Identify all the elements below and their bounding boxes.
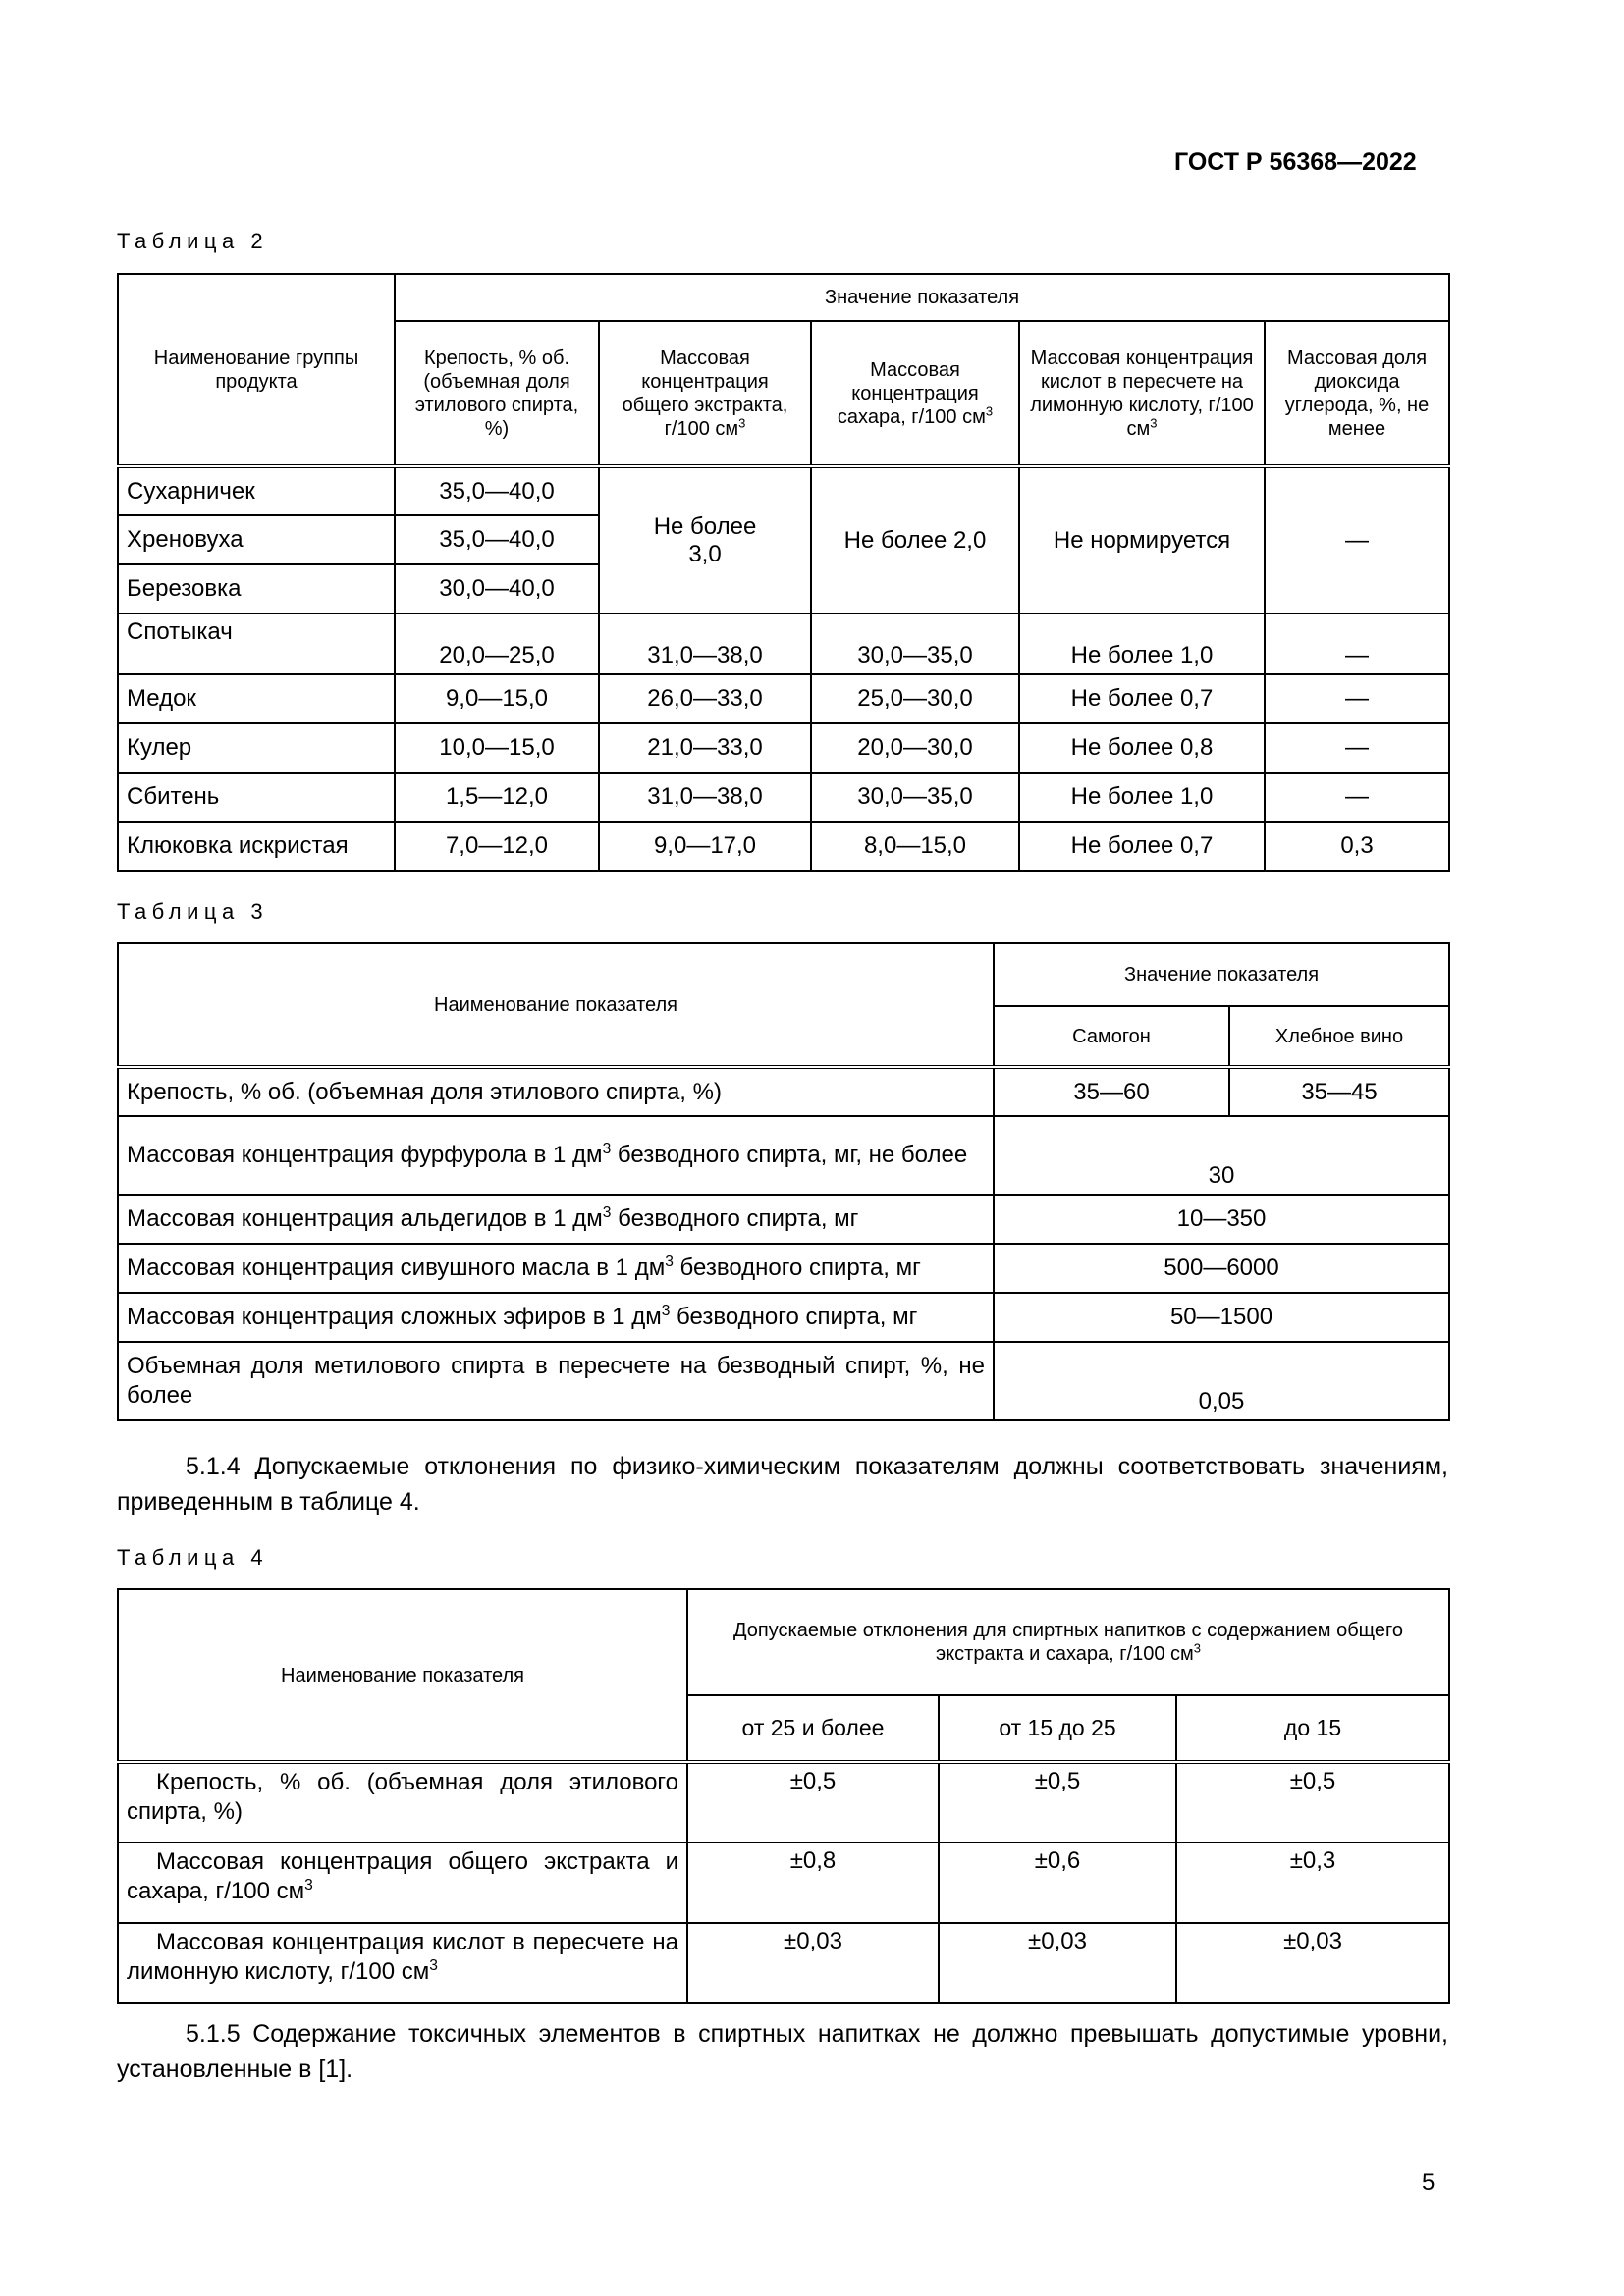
row-value: 10—350 bbox=[994, 1195, 1449, 1244]
merged-extract: Не более 3,0 bbox=[599, 466, 811, 614]
table2-caption: Таблица 2 bbox=[117, 229, 269, 253]
row-name: Крепость, % об. (объемная доля этилового спирта, %) bbox=[118, 1762, 687, 1842]
table-row bbox=[118, 1195, 1449, 1244]
table-row bbox=[118, 1244, 1449, 1293]
row-extract: 31,0—38,0 bbox=[599, 773, 811, 822]
row-value: 500—6000 bbox=[994, 1244, 1449, 1293]
row-value: ±0,8 bbox=[687, 1842, 939, 1923]
row-value: 50—1500 bbox=[994, 1293, 1449, 1342]
table3-caption: Таблица 3 bbox=[117, 899, 269, 924]
row-sugar: 8,0—15,0 bbox=[811, 822, 1019, 871]
table3-value-header: Значение показателя bbox=[994, 943, 1449, 1006]
row-strength: 9,0—15,0 bbox=[395, 674, 599, 723]
row-name: Хреновуха bbox=[118, 515, 395, 564]
table-row bbox=[118, 1116, 1449, 1195]
row-acids: Не более 0,7 bbox=[1019, 822, 1265, 871]
table-row bbox=[118, 1923, 1449, 2003]
table-row bbox=[118, 1293, 1449, 1342]
row-value: ±0,03 bbox=[939, 1923, 1176, 2003]
table-row bbox=[118, 1067, 1449, 1116]
merged-co2: — bbox=[1265, 466, 1449, 614]
row-extract: 9,0—17,0 bbox=[599, 822, 811, 871]
table2-col-extract: Массовая концентрация общего экстракта, г/100 $см^3$ bbox=[599, 321, 811, 466]
table2-col-strength: Крепость, % об. (объемная доля этилового спирта, %) bbox=[395, 321, 599, 466]
row-name: Массовая концентрация сложных эфиров в 1 $дм^3$ безводного спирта, мг bbox=[118, 1293, 994, 1342]
row-sugar: 30,0—35,0 bbox=[811, 773, 1019, 822]
table-row bbox=[118, 1842, 1449, 1923]
table2-col-acids: Массовая концентрация кислот в пересчете на лимонную кислоту, г/100 $см^3$ bbox=[1019, 321, 1265, 466]
merged-sugar: Не более 2,0 bbox=[811, 466, 1019, 614]
table2-col-sugar: Массовая концентрация сахара, г/100 $см^3$ bbox=[811, 321, 1019, 466]
table-row bbox=[118, 674, 1449, 723]
table4-col-15-25: от 15 до 25 bbox=[939, 1695, 1176, 1762]
row-name: Объемная доля метилового спирта в пересчете на безводный спирт, %, не более bbox=[118, 1342, 994, 1420]
row-acids: Не более 1,0 bbox=[1019, 773, 1265, 822]
row-name: Клюковка искристая bbox=[118, 822, 395, 871]
paragraph-5-1-5: 5.1.5 Содержание токсичных элементов в спиртных напитках не должно превышать допустимые уровни, установленные в [1]. bbox=[117, 2020, 1448, 2083]
table-row bbox=[118, 822, 1449, 871]
table4 bbox=[117, 1588, 1450, 2004]
row-co2: 0,3 bbox=[1265, 822, 1449, 871]
row-co2: — bbox=[1265, 773, 1449, 822]
table4-col-25-plus: от 25 и более bbox=[687, 1695, 939, 1762]
row-value: ±0,5 bbox=[1176, 1762, 1449, 1842]
table-row bbox=[118, 1762, 1449, 1842]
row-name: Массовая концентрация кислот в пересчете на лимонную кислоту, г/100 $см^3$ bbox=[118, 1923, 687, 2003]
row-value: 30 bbox=[994, 1116, 1449, 1195]
row-name: Крепость, % об. (объемная доля этилового спирта, %) bbox=[118, 1067, 994, 1116]
row-value: ±0,03 bbox=[687, 1923, 939, 2003]
table-row bbox=[118, 773, 1449, 822]
merged-acids: Не нормируется bbox=[1019, 466, 1265, 614]
table-row bbox=[118, 1342, 1449, 1420]
row-strength: 30,0—40,0 bbox=[395, 564, 599, 614]
row-extract: 26,0—33,0 bbox=[599, 674, 811, 723]
row-value: ±0,5 bbox=[687, 1762, 939, 1842]
table4-col-up-to-15: до 15 bbox=[1176, 1695, 1449, 1762]
row-name: Медок bbox=[118, 674, 395, 723]
table-row bbox=[118, 723, 1449, 773]
row-acids: Не более 0,8 bbox=[1019, 723, 1265, 773]
row-name: Сухарничек bbox=[118, 466, 395, 515]
row-name: Сбитень bbox=[118, 773, 395, 822]
row-strength: 35,0—40,0 bbox=[395, 466, 599, 515]
row-name: Кулер bbox=[118, 723, 395, 773]
row-sugar: 20,0—30,0 bbox=[811, 723, 1019, 773]
table2-col-co2: Массовая доля диоксида углерода, %, не менее bbox=[1265, 321, 1449, 466]
table2 bbox=[117, 273, 1450, 872]
row-name: Массовая концентрация фурфурола в 1 $дм^3$ безводного спирта, мг, не более bbox=[118, 1116, 994, 1195]
document-code: ГОСТ Р 56368—2022 bbox=[1174, 148, 1417, 176]
row-name: Массовая концентрация альдегидов в 1 $дм^3$ безводного спирта, мг bbox=[118, 1195, 994, 1244]
row-co2: — bbox=[1265, 614, 1449, 674]
row-value: ±0,3 bbox=[1176, 1842, 1449, 1923]
row-wine: 35—45 bbox=[1229, 1067, 1449, 1116]
table-row bbox=[118, 614, 1449, 674]
row-name: Спотыкач bbox=[118, 614, 395, 674]
row-co2: — bbox=[1265, 674, 1449, 723]
paragraph-5-1-4: 5.1.4 Допускаемые отклонения по физико-химическим показателям должны соответствовать значениям, приведенным в таблице 4. bbox=[117, 1453, 1448, 1516]
page-number: 5 bbox=[1422, 2169, 1435, 2196]
row-sugar: 25,0—30,0 bbox=[811, 674, 1019, 723]
table4-name-header: Наименование показателя bbox=[118, 1589, 687, 1762]
row-strength: 1,5—12,0 bbox=[395, 773, 599, 822]
table3 bbox=[117, 942, 1450, 1421]
row-acids: Не более 0,7 bbox=[1019, 674, 1265, 723]
row-name: Массовая концентрация общего экстракта и сахара, г/100 $см^3$ bbox=[118, 1842, 687, 1923]
row-strength: 35,0—40,0 bbox=[395, 515, 599, 564]
table3-col-samogon: Самогон bbox=[994, 1006, 1229, 1067]
row-acids: Не более 1,0 bbox=[1019, 614, 1265, 674]
table2-value-header: Значение показателя bbox=[395, 274, 1449, 321]
row-name: Массовая концентрация сивушного масла в 1 $дм^3$ безводного спирта, мг bbox=[118, 1244, 994, 1293]
table4-dev-header: Допускаемые отклонения для спиртных напитков с содержанием общего экстракта и сахара, г/100 $см^3$ bbox=[687, 1589, 1449, 1695]
row-value: ±0,5 bbox=[939, 1762, 1176, 1842]
row-samogon: 35—60 bbox=[994, 1067, 1229, 1116]
row-strength: 7,0—12,0 bbox=[395, 822, 599, 871]
row-value: ±0,03 bbox=[1176, 1923, 1449, 2003]
table4-caption: Таблица 4 bbox=[117, 1545, 269, 1570]
row-extract: 31,0—38,0 bbox=[599, 614, 811, 674]
table3-name-header: Наименование показателя bbox=[118, 943, 994, 1067]
table3-col-wine: Хлебное вино bbox=[1229, 1006, 1449, 1067]
row-name: Березовка bbox=[118, 564, 395, 614]
row-strength: 20,0—25,0 bbox=[395, 614, 599, 674]
row-value: ±0,6 bbox=[939, 1842, 1176, 1923]
row-extract: 21,0—33,0 bbox=[599, 723, 811, 773]
row-value: 0,05 bbox=[994, 1342, 1449, 1420]
table-row bbox=[118, 466, 1449, 515]
row-co2: — bbox=[1265, 723, 1449, 773]
row-sugar: 30,0—35,0 bbox=[811, 614, 1019, 674]
table2-group-header: Наименование группы продукта bbox=[118, 274, 395, 466]
row-strength: 10,0—15,0 bbox=[395, 723, 599, 773]
